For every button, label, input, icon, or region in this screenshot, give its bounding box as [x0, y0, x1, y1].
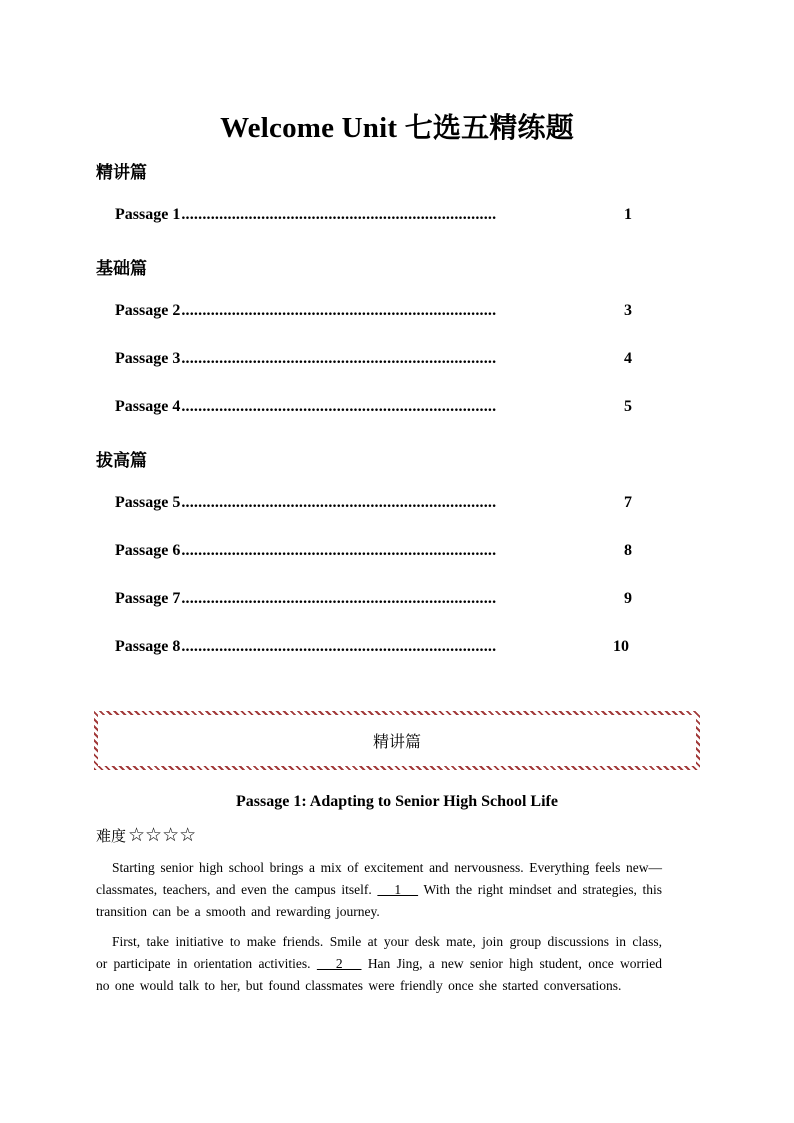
passage-paragraph-1 [96, 857, 662, 923]
toc-entry-passage-4[interactable] [115, 398, 632, 420]
toc-entry-label: Passage 6 [115, 542, 181, 559]
toc-leader-dots: ........................................................................... [181, 206, 497, 223]
toc-page-number: 3 [624, 302, 632, 319]
toc-entry-passage-2[interactable] [115, 302, 632, 324]
toc-heading-bagao: 拔高篇 [96, 451, 147, 471]
toc-page-number: 1 [624, 206, 632, 223]
toc-page-number: 9 [624, 590, 632, 607]
paragraph-text: With the right mindset and strategies, this transition can be a smooth and rewarding journey. [96, 882, 662, 919]
toc-entry-label: Passage 1 [115, 206, 181, 223]
toc-entry-label: Passage 7 [115, 590, 181, 607]
toc-leader-dots: ........................................................................... [181, 542, 497, 559]
section-banner [94, 711, 700, 770]
difficulty-label: 难度 [96, 827, 127, 845]
toc-leader-dots: ........................................................................... [181, 638, 497, 655]
answer-blank-2: 2 [316, 956, 362, 971]
toc-heading-jingjiang: 精讲篇 [96, 163, 147, 183]
toc-page-number: 7 [624, 494, 632, 511]
page-title [0, 106, 794, 146]
difficulty-rating [96, 825, 196, 846]
toc-leader-dots: ........................................................................... [181, 398, 497, 415]
passage-paragraph-2 [96, 931, 662, 997]
toc-leader-dots: ........................................................................... [181, 590, 497, 607]
toc-page-number: 10 [613, 638, 629, 655]
toc-entry-passage-7[interactable] [115, 590, 632, 612]
toc-entry-passage-1[interactable] [115, 206, 632, 228]
toc-entry-label: Passage 5 [115, 494, 181, 511]
toc-heading-jichu: 基础篇 [96, 259, 147, 279]
toc-leader-dots: ........................................................................... [181, 494, 497, 511]
toc-entry-label: Passage 3 [115, 350, 181, 367]
passage-title: Passage 1: Adapting to Senior High School Life [236, 793, 558, 810]
toc-entry-label: Passage 2 [115, 302, 181, 319]
paragraph-text: First, take initiative to make friends. Smile at your desk mate, join group discussions in class, or participate in orientation activities. [96, 934, 662, 971]
toc-leader-dots: ........................................................................... [181, 302, 497, 319]
answer-blank-1: 1 [377, 882, 419, 897]
toc-entry-passage-6[interactable] [115, 542, 632, 564]
toc-page-number: 4 [624, 350, 632, 367]
toc-leader-dots: ........................................................................... [181, 350, 497, 367]
toc-entry-label: Passage 8 [115, 638, 181, 655]
toc-page-number: 8 [624, 542, 632, 559]
paragraph-text: Starting senior high school brings a mix of excitement and nervousness. Everything feels new—classmates, teachers, and even the campus itself. [96, 860, 662, 897]
title-chinese: 七选五精练题 [404, 111, 574, 144]
toc-entry-label: Passage 4 [115, 398, 181, 415]
paragraph-text: Han Jing, a new senior high student, once worried no one would talk to her, but found classmates were friendly once she started conversations. [96, 956, 662, 993]
toc-entry-passage-3[interactable] [115, 350, 632, 372]
star-outline-icon: ☆☆☆☆ [128, 824, 197, 846]
title-english: Welcome Unit [220, 112, 405, 144]
section-banner-label: 精讲篇 [98, 715, 696, 766]
toc-entry-passage-5[interactable] [115, 494, 632, 516]
toc-page-number: 5 [624, 398, 632, 415]
toc-entry-passage-8[interactable] [115, 638, 629, 660]
